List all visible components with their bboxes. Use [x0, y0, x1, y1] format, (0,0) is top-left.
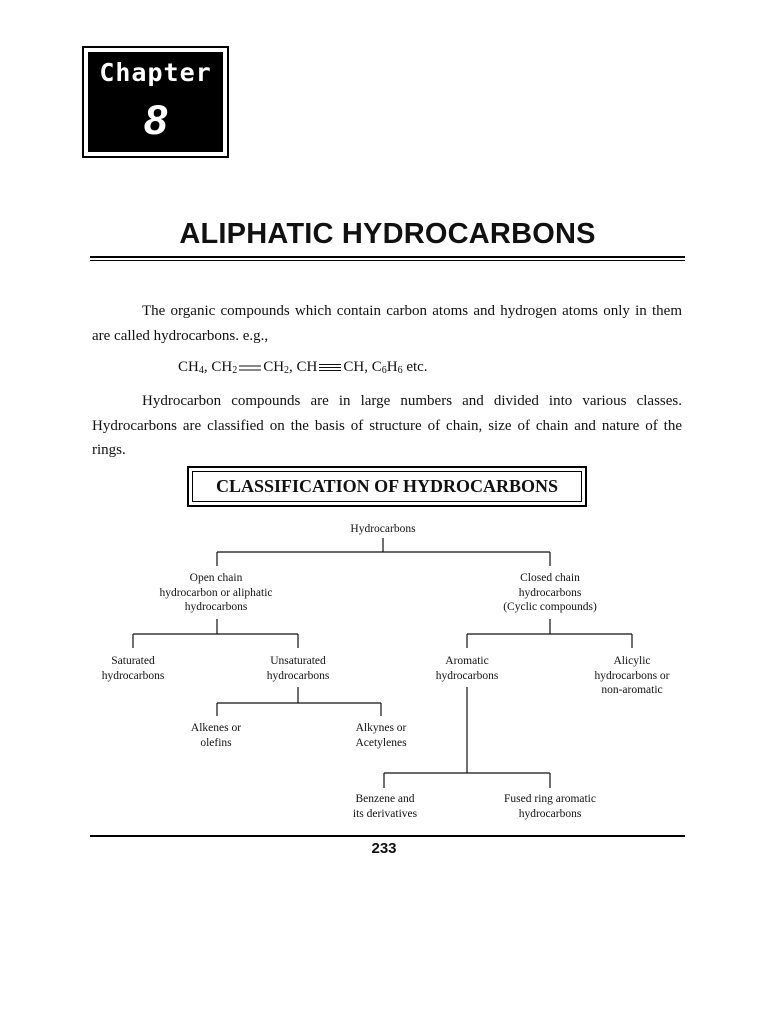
chapter-label: Chapter [99, 58, 212, 87]
formula-ethene: $CH_2$ $CH_2$ [211, 359, 290, 376]
chapter-number: 8 [143, 96, 168, 143]
node-unsaturated: Unsaturated hydrocarbons [266, 655, 330, 682]
node-alkenes: Alkenes or olefins [190, 722, 242, 749]
node-alicylic: Alicylic hydrocarbons or non-aromatic [594, 655, 670, 696]
node-alkynes: Alkynes or Acetylenes [355, 722, 407, 749]
node-closed-chain: Closed chain hydrocarbons (Cyclic compounds) [503, 572, 597, 613]
node-open-chain: Open chain hydrocarbon or aliphatic hydrocarbons [159, 572, 273, 613]
page-title: ALIPHATIC HYDROCARBONS [179, 218, 596, 250]
node-hydrocarbons: Hydrocarbons [350, 523, 416, 535]
node-aromatic: Aromatic hydrocarbons [435, 655, 499, 682]
classification-heading: CLASSIFICATION OF HYDROCARBONS [192, 471, 582, 502]
footer-rule [90, 835, 685, 837]
formula-methane: $CH_4$ [178, 359, 204, 376]
page-number: 233 [371, 840, 397, 857]
node-saturated: Saturated hydrocarbons [101, 655, 165, 682]
intro-paragraph: The organic compounds which contain carbon atoms and hydrogen atoms only in them are called hydrocarbons. e.g., [92, 303, 682, 344]
node-fused-ring: Fused ring aromatic hydrocarbons [504, 793, 596, 820]
classification-paragraph: Hydrocarbon compounds are in large numbers and divided into various classes. Hydrocarbons are classified on the basis of structure of chain, size of chain and nature of the rings. [92, 393, 682, 458]
formula-line: $CH_4$, $CH_2$ $CH_2$, CH CH, $C_6H_6$ etc. [178, 359, 428, 376]
formula-benzene: $C_6H_6$ [371, 359, 403, 376]
formula-ethyne: CH CH [296, 359, 365, 375]
node-benzene: Benzene and its derivatives [352, 793, 418, 820]
